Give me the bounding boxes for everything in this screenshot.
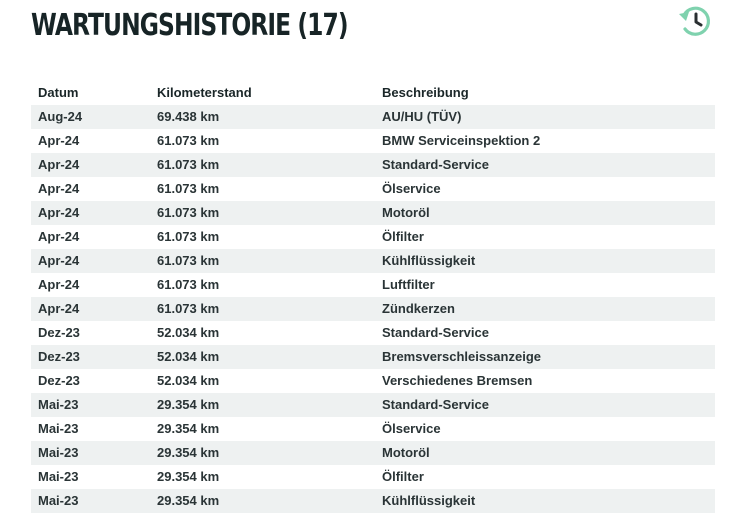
cell-mileage: 29.354 km — [157, 469, 220, 484]
cell-date: Dez-23 — [38, 325, 80, 340]
cell-description: BMW Serviceinspektion 2 — [382, 133, 541, 148]
table-row — [31, 153, 715, 177]
table-row — [31, 465, 715, 489]
cell-date: Apr-24 — [38, 181, 80, 196]
cell-date: Mai-23 — [38, 397, 79, 412]
cell-date: Mai-23 — [38, 421, 79, 436]
cell-mileage: 52.034 km — [157, 349, 220, 364]
cell-description: Bremsverschleissanzeige — [382, 349, 541, 364]
page-title: WARTUNGSHISTORIE (17) — [31, 8, 348, 43]
table-row — [31, 201, 715, 225]
table-row — [31, 417, 715, 441]
cell-description: Standard-Service — [382, 157, 489, 172]
table-row — [31, 321, 715, 345]
table-row — [31, 105, 715, 129]
cell-description: Standard-Service — [382, 397, 489, 412]
table-row — [31, 225, 715, 249]
cell-mileage: 29.354 km — [157, 445, 220, 460]
cell-description: Verschiedenes Bremsen — [382, 373, 533, 388]
cell-description: Zündkerzen — [382, 301, 455, 316]
cell-description: Motoröl — [382, 205, 430, 220]
column-header-description[interactable]: Beschreibung — [382, 85, 469, 100]
cell-date: Apr-24 — [38, 229, 80, 244]
cell-mileage: 61.073 km — [157, 229, 220, 244]
table-row — [31, 129, 715, 153]
table-row — [31, 177, 715, 201]
cell-description: AU/HU (TÜV) — [382, 109, 462, 124]
cell-mileage: 61.073 km — [157, 133, 220, 148]
cell-description: Standard-Service — [382, 325, 489, 340]
cell-mileage: 61.073 km — [157, 181, 220, 196]
cell-mileage: 69.438 km — [157, 109, 220, 124]
cell-description: Kühlflüssigkeit — [382, 253, 476, 268]
cell-mileage: 61.073 km — [157, 253, 220, 268]
cell-date: Apr-24 — [38, 157, 80, 172]
table-header-row — [31, 81, 715, 105]
cell-date: Apr-24 — [38, 253, 80, 268]
cell-description: Ölfilter — [382, 469, 424, 484]
cell-description: Ölservice — [382, 181, 441, 196]
cell-date: Apr-24 — [38, 205, 80, 220]
column-header-mileage[interactable]: Kilometerstand — [157, 85, 252, 100]
cell-mileage: 29.354 km — [157, 493, 220, 508]
cell-description: Ölfilter — [382, 229, 424, 244]
cell-mileage: 52.034 km — [157, 373, 220, 388]
cell-date: Dez-23 — [38, 349, 80, 364]
history-icon[interactable] — [677, 3, 713, 39]
cell-date: Mai-23 — [38, 493, 79, 508]
cell-date: Apr-24 — [38, 277, 80, 292]
cell-description: Luftfilter — [382, 277, 435, 292]
cell-date: Apr-24 — [38, 301, 80, 316]
cell-date: Mai-23 — [38, 445, 79, 460]
table-row — [31, 441, 715, 465]
table-row — [31, 345, 715, 369]
cell-mileage: 61.073 km — [157, 277, 220, 292]
table-row — [31, 393, 715, 417]
maintenance-history-table — [31, 81, 715, 513]
cell-mileage: 61.073 km — [157, 157, 220, 172]
cell-date: Mai-23 — [38, 469, 79, 484]
cell-date: Dez-23 — [38, 373, 80, 388]
cell-description: Kühlflüssigkeit — [382, 493, 476, 508]
cell-description: Motoröl — [382, 445, 430, 460]
cell-date: Apr-24 — [38, 133, 80, 148]
table-row — [31, 273, 715, 297]
table-row — [31, 297, 715, 321]
cell-mileage: 29.354 km — [157, 421, 220, 436]
cell-mileage: 52.034 km — [157, 325, 220, 340]
cell-mileage: 61.073 km — [157, 301, 220, 316]
cell-mileage: 61.073 km — [157, 205, 220, 220]
cell-date: Aug-24 — [38, 109, 83, 124]
table-row — [31, 489, 715, 513]
cell-mileage: 29.354 km — [157, 397, 220, 412]
table-row — [31, 249, 715, 273]
cell-description: Ölservice — [382, 421, 441, 436]
table-row — [31, 369, 715, 393]
column-header-date[interactable]: Datum — [38, 85, 79, 100]
